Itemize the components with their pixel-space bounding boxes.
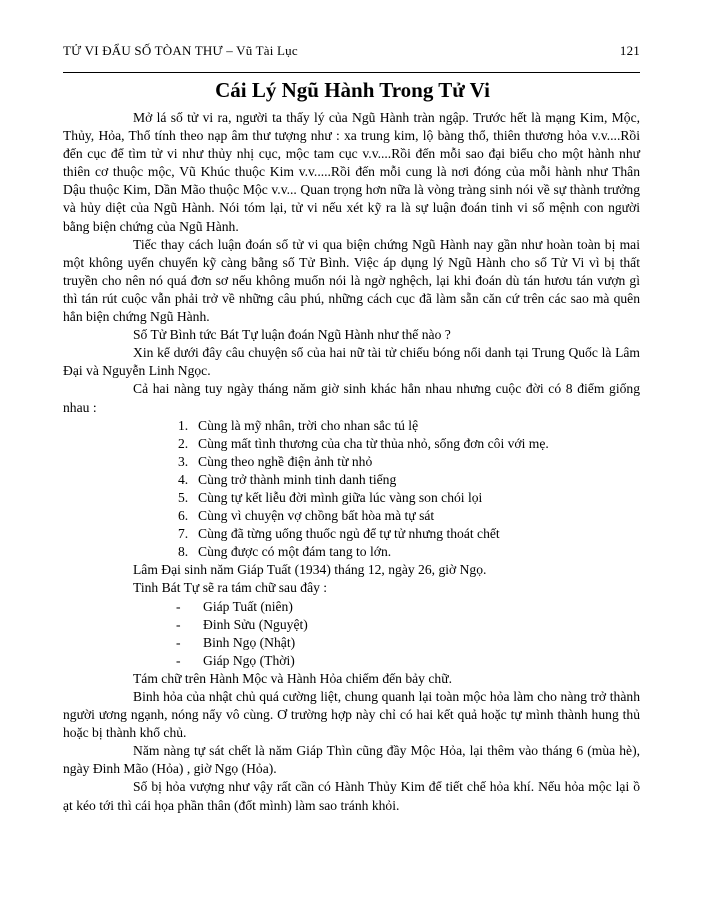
list-number: 6. — [178, 508, 189, 524]
dash-marker: - — [176, 616, 181, 632]
bat-tu-text: Giáp Ngọ (Thời) — [203, 652, 295, 668]
paragraph-intro: Mở lá số tử vi ra, người ta thấy lý của Ngũ Hành tràn ngập. Trước hết là mạng Kim, Mộc, Thủy, Hỏa, Thổ tính theo nạp âm thư tượng như : xa trung kim, lộ bàng thổ, thiên thương hỏa v.v....Rồi đến cục để tìm tử vi như thủy nhị cục, mộc tam cục v.v....Rồi đến mỗi sao đại biểu cho một hành như thiên cơ thuộc mộc, Vũ Khúc thuộc Kim v.v.....Rồi đến mỗi cung là nơi đóng của mỗi hành như Thân Dậu thuộc Kim, Dần Mão thuộc Mộc v.v... Quan trọng hơn nữa là vòng tràng sinh nói về sự thành trưởng và hủy diệt của Ngũ Hành. Nói tóm lại, tử vi nếu xét kỹ ra là sự luận đoán tinh vi số mệnh con người bằng biện chứng của Ngũ Hành. — [63, 110, 640, 234]
bat-tu-item — [63, 634, 640, 652]
dash-marker: - — [176, 652, 181, 668]
similarity-item — [63, 417, 640, 435]
list-number: 2. — [178, 435, 189, 451]
bat-tu-text: Binh Ngọ (Nhật) — [203, 634, 296, 650]
similarity-text: Cùng là mỹ nhân, trời cho nhan sắc tú lệ — [198, 417, 419, 433]
list-number: 1. — [178, 417, 189, 433]
list-number: 3. — [178, 453, 189, 469]
paragraph-so-bi-hoa: Số bị hỏa vượng như vậy rất cần có Hành Thủy Kim để tiết chế hỏa khí. Nếu hỏa mộc lại ồ ạt kéo tới thì cái họa phần thân (đốt mình) làm sao tránh khỏi. — [63, 779, 640, 813]
list-number: 8. — [178, 544, 189, 560]
paragraph-xin-ke: Xin kể dưới đây câu chuyện số của hai nữ tài tử chiếu bóng nổi danh tại Trung Quốc là Lâm Đại và Nguyễn Linh Ngọc. — [63, 345, 640, 379]
paragraph-tam-chu: Tám chữ trên Hành Mộc và Hành Hỏa chiếm đến bảy chữ. — [133, 670, 452, 686]
bat-tu-item — [63, 616, 640, 634]
page-header — [63, 43, 640, 59]
paragraph-lam-dai-sinh: Lâm Đại sinh năm Giáp Tuất (1934) tháng 12, ngày 26, giờ Ngọ. — [133, 562, 487, 578]
paragraph-ca-hai-nang: Cả hai nàng tuy ngày tháng năm giờ sinh khác hẳn nhau nhưng cuộc đời có 8 điểm giống nhau : — [63, 381, 640, 415]
dash-marker: - — [176, 598, 181, 614]
similarity-item — [63, 471, 640, 489]
bat-tu-item — [63, 652, 640, 670]
similarity-text: Cùng được có một đám tang to lớn. — [198, 544, 392, 560]
paragraph-so-tu-binh: Số Tử Bình tức Bát Tự luận đoán Ngũ Hành như thế nào ? — [133, 327, 451, 343]
bat-tu-list — [63, 598, 640, 670]
dash-marker: - — [176, 634, 181, 650]
similarity-item — [63, 507, 640, 525]
body-text — [63, 109, 640, 815]
similarity-text: Cùng tự kết liễu đời mình giữa lúc vàng son chói lọi — [198, 489, 483, 505]
similarity-item — [63, 543, 640, 561]
list-number: 7. — [178, 526, 189, 542]
paragraph-tiec-thay: Tiếc thay cách luận đoán số tử vi qua biện chứng Ngũ Hành nay gần như hoàn toàn bị mai một không uyển chuyển kỹ càng bằng số Tử Bình. Việc áp dụng lý Ngũ Hành cho số Tử Vi vì bị thất truyền cho nên nó quá đơn sơ nếu không muốn nói là ngờ nghệch, lại khi đoán dù tán hươu tán vượn gì thì tán rút cuộc vẫn phải trở về những câu phú, những cách cục đã làm sẵn căn cứ trên các sao mà quên hẳn biện chứng Ngũ Hành. — [63, 236, 640, 325]
bat-tu-text: Đinh Sửu (Nguyệt) — [203, 616, 308, 632]
similarity-text: Cùng đã từng uống thuốc ngủ để tự tử nhưng thoát chết — [198, 526, 500, 542]
page-number: 121 — [619, 43, 640, 58]
header-rule — [63, 72, 640, 73]
bat-tu-text: Giáp Tuất (niên) — [203, 598, 293, 614]
paragraph-tinh-bat-tu: Tinh Bát Tự sẽ ra tám chữ sau đây : — [133, 580, 328, 596]
similarity-text: Cùng vì chuyện vợ chồng bất hòa mà tự sát — [198, 508, 435, 524]
similarity-item — [63, 435, 640, 453]
similarity-text: Cùng mất tình thương của cha từ thủa nhỏ, sống đơn côi với mẹ. — [198, 435, 549, 451]
similarities-list — [63, 417, 640, 562]
similarity-text: Cùng trở thành minh tinh danh tiếng — [198, 471, 397, 487]
similarity-item — [63, 525, 640, 543]
list-number: 4. — [178, 471, 189, 487]
bat-tu-item — [63, 598, 640, 616]
list-number: 5. — [178, 489, 189, 505]
similarity-text: Cùng theo nghề điện ảnh từ nhỏ — [198, 453, 373, 469]
paragraph-nam-nang: Năm nàng tự sát chết là năm Giáp Thìn cũng đầy Mộc Hỏa, lại thêm vào tháng 6 (mùa hè), ngày Đinh Mão (Hỏa) , giờ Ngọ (Hỏa). — [63, 743, 640, 777]
chapter-title: Cái Lý Ngũ Hành Trong Tử Vi — [215, 78, 490, 102]
paragraph-binh-hoa: Binh hỏa của nhật chủ quá cường liệt, chung quanh lại toàn mộc hỏa làm cho nàng trở thành người ương ngạnh, nóng nẩy vô cùng. Ơ trường hợp này chỉ có hai kết quả hoặc tự mình thành hung thủ hoặc bị thành khổ chủ. — [63, 689, 640, 741]
running-title: TỬ VI ĐẨU SỐ TÒAN THƯ – Vũ Tài Lục — [63, 43, 298, 58]
similarity-item — [63, 489, 640, 507]
similarity-item — [63, 453, 640, 471]
